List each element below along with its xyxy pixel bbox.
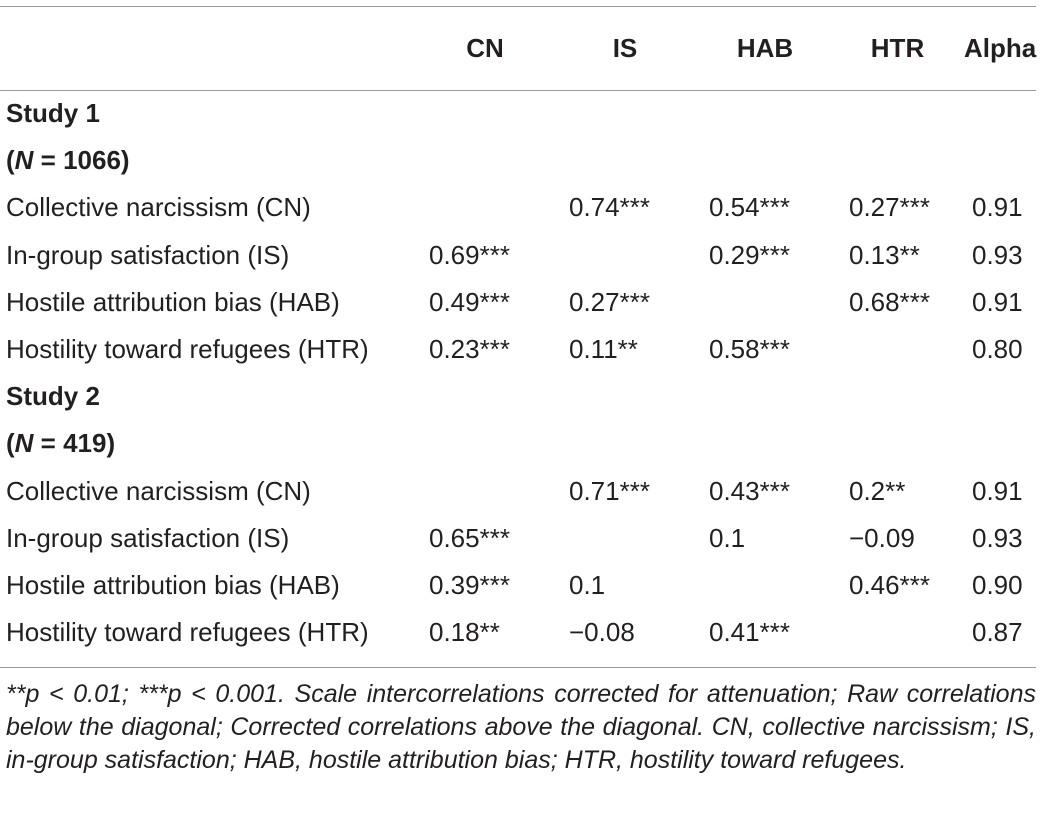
cell-is: 0.71*** bbox=[569, 475, 650, 506]
table-header-row bbox=[0, 6, 1043, 90]
cell-hab bbox=[695, 562, 835, 609]
cell-htr: −0.09 bbox=[849, 522, 915, 553]
cell-alpha: 0.87 bbox=[972, 617, 1023, 648]
cell-is: 0.11** bbox=[569, 334, 638, 365]
cell-is bbox=[555, 515, 695, 562]
cell-htr bbox=[835, 326, 960, 373]
section-n-row bbox=[0, 420, 1043, 467]
cell-is: 0.1 bbox=[569, 569, 606, 600]
table-row bbox=[0, 232, 1043, 279]
cell-is: 0.27*** bbox=[569, 286, 650, 317]
row-label: Hostility toward refugees (HTR) bbox=[6, 617, 369, 648]
cell-hab: 0.1 bbox=[709, 522, 746, 553]
row-label: Hostile attribution bias (HAB) bbox=[6, 286, 340, 317]
cell-cn bbox=[415, 468, 555, 515]
cell-cn: 0.39*** bbox=[429, 569, 510, 600]
cell-htr: 0.68*** bbox=[849, 286, 930, 317]
section-title: Study 2 bbox=[6, 381, 100, 412]
sample-size-text: (N = 419) bbox=[6, 428, 116, 459]
cell-hab: 0.54*** bbox=[709, 192, 790, 223]
cell-hab: 0.41*** bbox=[709, 617, 790, 648]
table-row bbox=[0, 184, 1043, 231]
cell-hab: 0.58*** bbox=[709, 334, 790, 365]
header-label-column bbox=[0, 6, 415, 90]
cell-htr: 0.13** bbox=[849, 239, 920, 270]
cell-htr: 0.2** bbox=[849, 475, 906, 506]
cell-alpha: 0.91 bbox=[972, 286, 1023, 317]
table-row bbox=[0, 468, 1043, 515]
table-row bbox=[0, 326, 1043, 373]
cell-alpha: 0.93 bbox=[972, 239, 1023, 270]
cell-cn bbox=[415, 184, 555, 231]
section-sample-size bbox=[0, 420, 1043, 467]
row-label: Hostility toward refugees (HTR) bbox=[6, 334, 369, 365]
cell-hab: 0.29*** bbox=[709, 239, 790, 270]
header-htr: HTR bbox=[870, 32, 925, 63]
header-hab: HAB bbox=[736, 32, 794, 63]
section-title-row bbox=[0, 90, 1043, 137]
cell-alpha: 0.80 bbox=[972, 334, 1023, 365]
row-label: In-group satisfaction (IS) bbox=[6, 239, 290, 270]
cell-alpha: 0.90 bbox=[972, 569, 1023, 600]
section-title: Study 1 bbox=[6, 98, 100, 129]
section-n-row bbox=[0, 137, 1043, 184]
cell-is: 0.74*** bbox=[569, 192, 650, 223]
header-cn: CN bbox=[466, 32, 504, 63]
section-title-row bbox=[0, 373, 1043, 420]
cell-is: −0.08 bbox=[569, 617, 635, 648]
table-row bbox=[0, 562, 1043, 609]
row-label: Collective narcissism (CN) bbox=[6, 475, 311, 506]
cell-alpha: 0.91 bbox=[972, 192, 1023, 223]
cell-cn: 0.18** bbox=[429, 617, 500, 648]
header-is: IS bbox=[612, 32, 638, 63]
cell-htr: 0.27*** bbox=[849, 192, 930, 223]
cell-cn: 0.49*** bbox=[429, 286, 510, 317]
correlation-table bbox=[0, 6, 1043, 656]
table-row bbox=[0, 515, 1043, 562]
table-footnote: **p < 0.01; ***p < 0.001. Scale intercorrelations corrected for attenuation; Raw correlations below the diagonal; Corrected correlations above the diagonal. CN, collective narcissism; IS, in-group satisfaction; HAB, hostile attribution bias; HTR, hostility toward refugees. bbox=[6, 680, 1036, 774]
row-label: Collective narcissism (CN) bbox=[6, 192, 311, 223]
cell-hab: 0.43*** bbox=[709, 475, 790, 506]
table-row bbox=[0, 279, 1043, 326]
cell-cn: 0.69*** bbox=[429, 239, 510, 270]
section-sample-size bbox=[0, 137, 1043, 184]
header-alpha: Alpha bbox=[964, 32, 1037, 63]
table-row bbox=[0, 609, 1043, 656]
row-label: In-group satisfaction (IS) bbox=[6, 522, 290, 553]
cell-alpha: 0.91 bbox=[972, 475, 1023, 506]
cell-hab bbox=[695, 279, 835, 326]
cell-cn: 0.23*** bbox=[429, 334, 510, 365]
cell-cn: 0.65*** bbox=[429, 522, 510, 553]
sample-size-text: (N = 1066) bbox=[6, 145, 130, 176]
row-label: Hostile attribution bias (HAB) bbox=[6, 569, 340, 600]
cell-htr bbox=[835, 609, 960, 656]
table-bottom-rule bbox=[0, 667, 1036, 668]
cell-alpha: 0.93 bbox=[972, 522, 1023, 553]
cell-htr: 0.46*** bbox=[849, 569, 930, 600]
cell-is bbox=[555, 232, 695, 279]
